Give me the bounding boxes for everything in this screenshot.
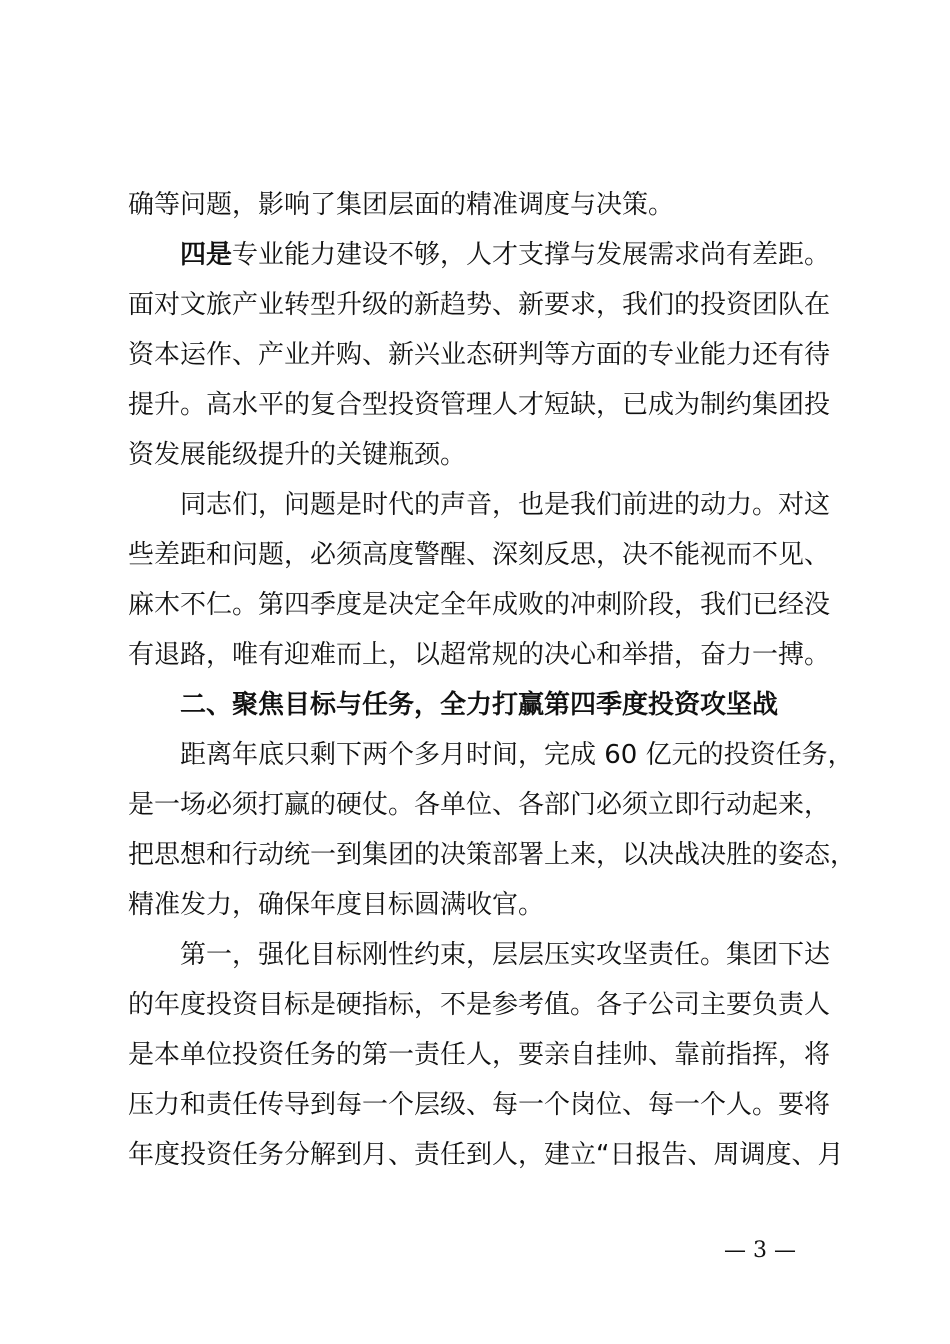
body-line: 面对文旅产业转型升级的新趋势、新要求，我们的投资团队在 bbox=[128, 290, 831, 320]
body-line: 些差距和问题，必须高度警醒、深刻反思，决不能视而不见、 bbox=[128, 540, 831, 570]
page-number: — 3 — bbox=[724, 1238, 796, 1263]
body-line: 确等问题，影响了集团层面的精准调度与决策。 bbox=[128, 190, 675, 220]
body-line: 麻木不仁。第四季度是决定全年成败的冲刺阶段，我们已经没 bbox=[128, 590, 831, 620]
body-line: 同志们，问题是时代的声音，也是我们前进的动力。对这 bbox=[180, 490, 831, 520]
body-line: 把思想和行动统一到集团的决策部署上来，以决战决胜的姿态， bbox=[128, 840, 857, 870]
body-line: 提升。高水平的复合型投资管理人才短缺，已成为制约集团投 bbox=[128, 390, 831, 420]
body-line: 年度投资任务分解到月、责任到人，建立“日报告、周调度、月 bbox=[128, 1140, 844, 1170]
body-line: 有退路，唯有迎难而上，以超常规的决心和举措，奋力一搏。 bbox=[128, 640, 831, 670]
body-line: 距离年底只剩下两个多月时间，完成 60 亿元的投资任务， bbox=[180, 740, 854, 770]
body-line: 精准发力，确保年度目标圆满收官。 bbox=[128, 890, 545, 920]
body-line: 是本单位投资任务的第一责任人，要亲自挂帅、靠前指挥，将 bbox=[128, 1040, 831, 1070]
body-line: 资本运作、产业并购、新兴业态研判等方面的专业能力还有待 bbox=[128, 340, 831, 370]
body-line-text: 专业能力建设不够，人才支撑与发展需求尚有差距。 bbox=[232, 240, 831, 270]
body-line: 第一，强化目标刚性约束，层层压实攻坚责任。集团下达 bbox=[180, 940, 831, 970]
body-line: 是一场必须打赢的硬仗。各单位、各部门必须立即行动起来， bbox=[128, 790, 831, 820]
bold-lead: 四是 bbox=[180, 240, 233, 270]
body-line: 资发展能级提升的关键瓶颈。 bbox=[128, 440, 467, 470]
body-line bbox=[180, 230, 868, 280]
section-heading: 二、聚焦目标与任务，全力打赢第四季度投资攻坚战 bbox=[180, 690, 779, 720]
body-line: 的年度投资目标是硬指标，不是参考值。各子公司主要负责人 bbox=[128, 990, 831, 1020]
body-line: 压力和责任传导到每一个层级、每一个岗位、每一个人。要将 bbox=[128, 1090, 831, 1120]
